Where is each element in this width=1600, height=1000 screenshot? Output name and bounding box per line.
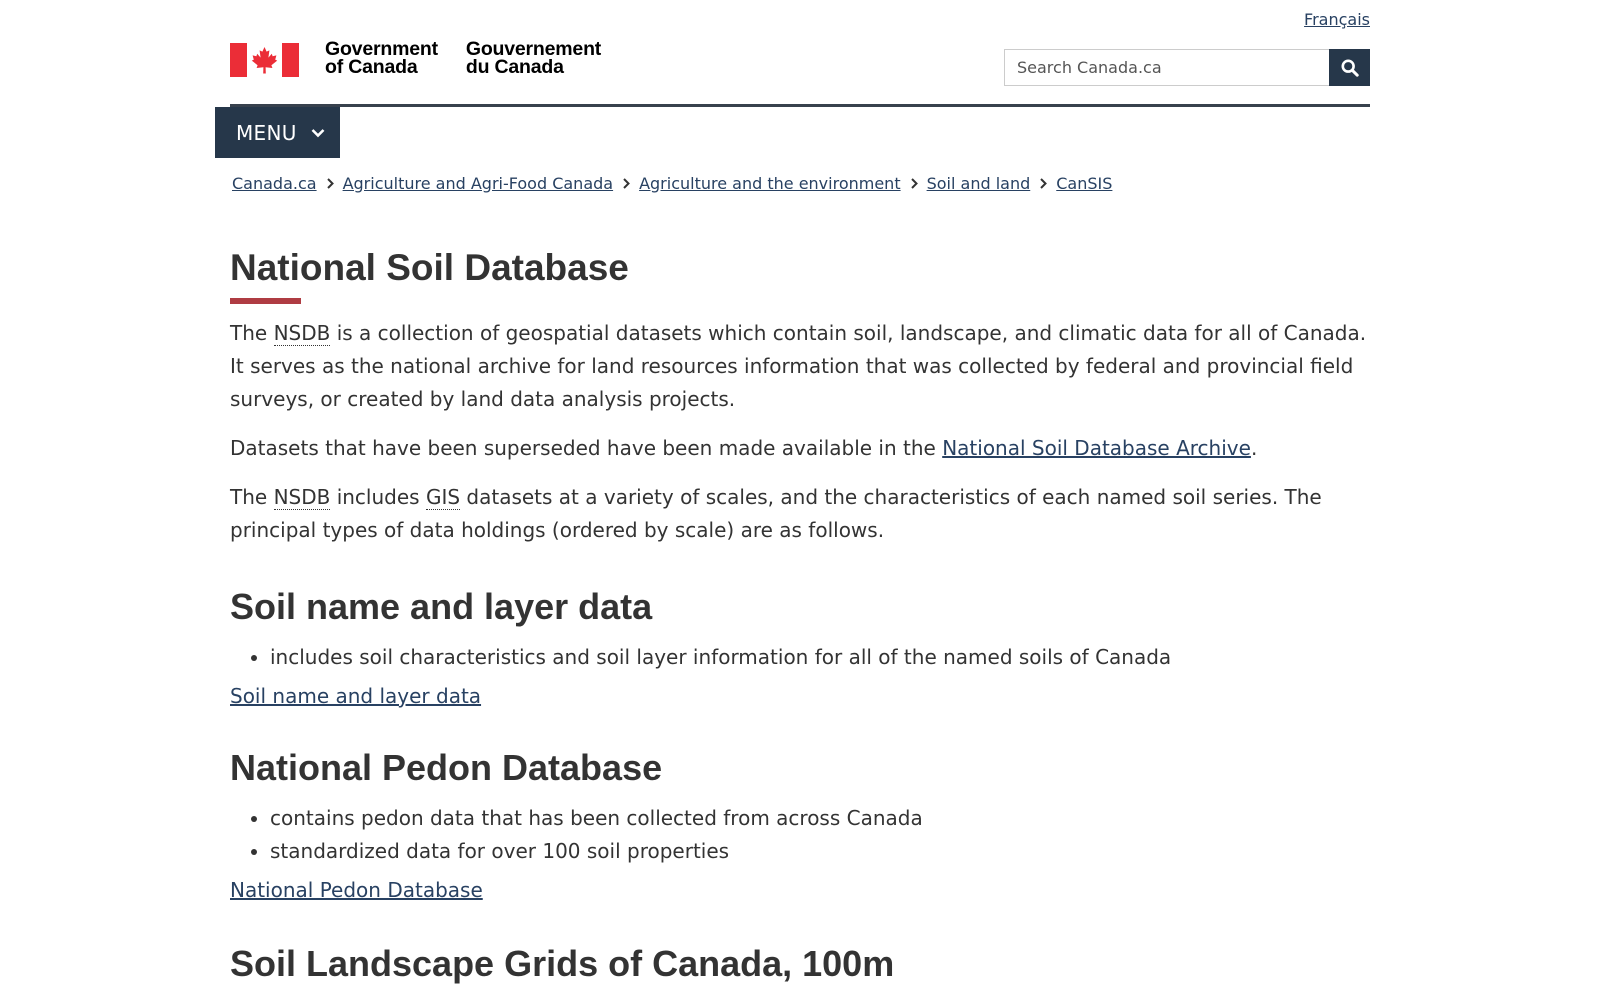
section-list [230,641,1370,674]
archive-link[interactable]: National Soil Database Archive [942,436,1251,460]
soil-name-layer-link[interactable]: Soil name and layer data [230,684,482,708]
national-pedon-link[interactable]: National Pedon Database [230,878,483,902]
section-list [230,802,1370,868]
intro-text: The [230,485,268,509]
wordmark-en-line2: of Canada [325,56,418,78]
search-icon [1341,59,1359,77]
wordmark-en-line1: Government [325,38,438,60]
site-header [230,0,1370,107]
breadcrumb [232,160,1370,206]
chevron-right-icon [911,178,918,189]
nsdb-abbreviation: NSDB [273,321,331,345]
intro-text: Datasets that have been superseded have been made available in the [230,436,936,460]
chevron-right-icon [327,178,334,189]
list-item: • standardized data for over 100 soil properties [270,835,1370,868]
breadcrumb-item [901,174,1031,193]
page-title: National Soil Database [230,247,629,288]
intro-text: is a collection of geospatial datasets which contain soil, landscape, and climatic data for all of Canada. It serves as the national archive for land resources information that was collected by federal and provincial field surveys, or created by land data analysis projects. [230,321,1367,411]
breadcrumb-link-canada[interactable]: Canada.ca [232,173,317,193]
title-accent-rule [230,298,301,304]
site-search [1004,49,1370,86]
intro-paragraph-3 [230,481,1370,547]
nsdb-abbreviation: NSDB [273,485,331,509]
chevron-right-icon [1040,178,1047,189]
breadcrumb-item [613,174,901,193]
wordmark-english [325,40,438,76]
list-item: • includes soil characteristics and soil layer information for all of the named soils of Canada [270,641,1370,674]
main-menu-bar [230,107,1370,160]
search-input[interactable] [1004,49,1329,86]
menu-button[interactable] [215,107,340,158]
list-item: • contains pedon data that has been collected from across Canada [270,802,1370,835]
search-button[interactable] [1329,49,1370,86]
chevron-down-icon [311,128,325,138]
breadcrumb-link-soil-land[interactable]: Soil and land [926,173,1031,193]
intro-text: . [1250,436,1258,460]
section-heading-soil-landscape-grids: Soil Landscape Grids of Canada, 100m [230,943,895,984]
breadcrumb-link-aafc[interactable]: Agriculture and Agri-Food Canada [342,173,614,193]
breadcrumb-item [232,174,317,193]
intro-paragraph-2 [230,432,1370,465]
gis-abbreviation: GIS [425,485,461,509]
main-content [230,246,1370,986]
intro-text: datasets at a variety of scales, and the characteristics of each named soil series. The principal types of data holdings (ordered by scale) are as follows. [230,485,1322,542]
menu-label: MENU [236,120,297,145]
breadcrumb-link-cansis[interactable]: CanSIS [1056,173,1113,193]
breadcrumb-item [1030,174,1112,193]
intro-paragraph-1 [230,317,1370,416]
intro-text: includes [336,485,420,509]
chevron-right-icon [623,178,630,189]
wordmark-fr-line2: du Canada [465,56,564,78]
canada-flag-icon [230,43,299,77]
government-signature[interactable] [230,40,601,77]
language-toggle-link[interactable]: Français [1304,10,1370,29]
intro-text: The [230,321,268,345]
wordmark-fr-line1: Gouvernement [465,38,602,60]
wordmark-french [466,40,601,76]
section-heading-national-pedon: National Pedon Database [230,747,663,788]
breadcrumb-item [317,174,614,193]
section-heading-soil-name-layer: Soil name and layer data [230,586,653,627]
breadcrumb-link-environment[interactable]: Agriculture and the environment [639,173,901,193]
